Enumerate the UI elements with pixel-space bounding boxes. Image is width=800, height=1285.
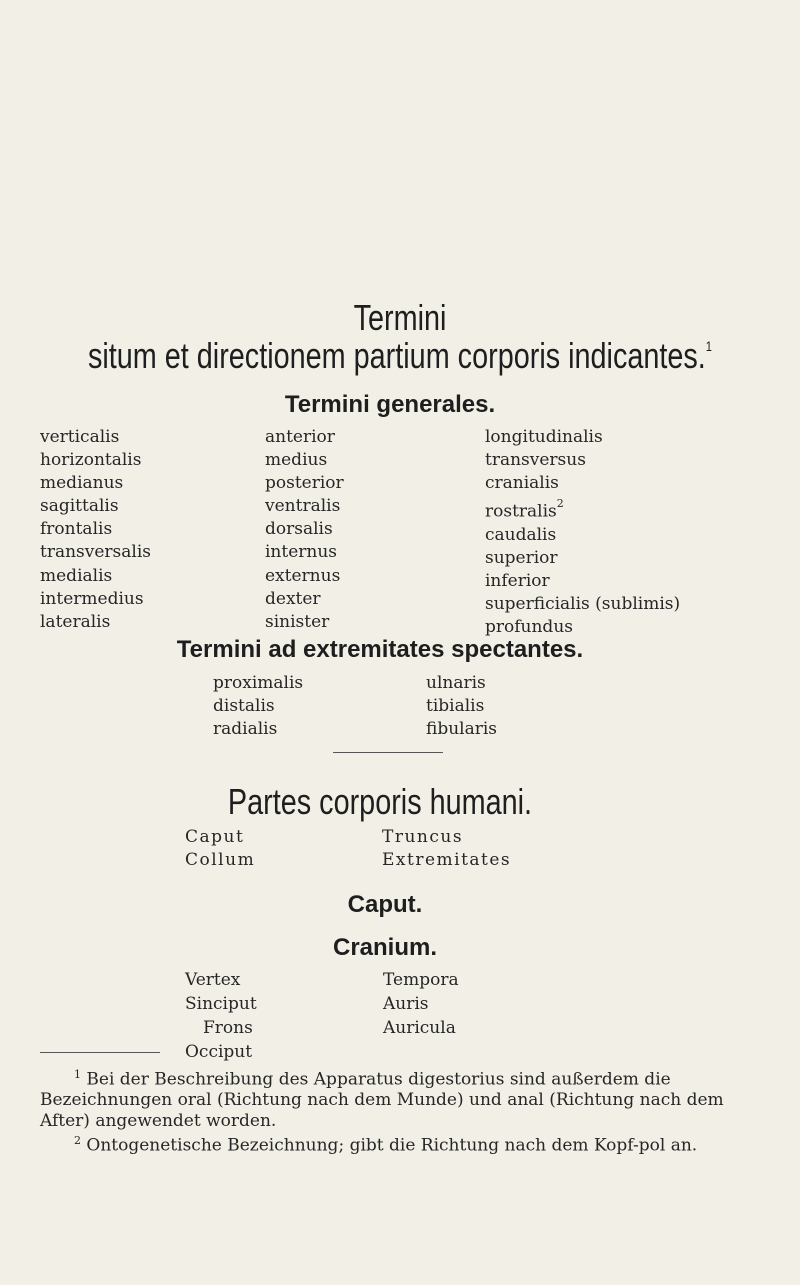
list-item: caudalis [485,525,557,546]
list-item: transversus [485,450,586,471]
list-item: dexter [265,588,321,609]
list-item [485,495,680,524]
list-item: Auris [383,994,429,1014]
list-item: fibularis [426,719,498,740]
footnote-ref-2: 2 [556,497,564,511]
heading-caput: Caput. [347,891,423,918]
list-item: Auricula [383,1018,456,1038]
footnote-2-number: 2 [74,1134,81,1148]
list-item: Vertex [185,970,241,990]
footnote-1-number: 1 [74,1068,81,1081]
list-item: proximalis [213,673,304,693]
list-item: medianus [40,473,124,494]
list-item: lateralis [40,611,111,632]
list-item: Sinciput [185,994,257,1014]
list-item: anterior [265,427,335,447]
generales-column-3 [485,426,680,640]
list-item: medialis [40,565,113,586]
list-item: tibialis [426,696,485,717]
list-item: Truncus [382,827,464,847]
footnote-2-text: Ontogenetische Bezeichnung; gibt die Richtung nach dem Kopf-pol an. [86,1135,698,1156]
list-item: transversalis [40,542,152,563]
extremitates-column-2 [426,672,497,741]
footnotes [40,1065,760,1156]
divider [333,752,443,753]
list-item: posterior [265,473,344,494]
heading-termini-extremitates: Termini ad extremitates spectantes. [176,636,584,663]
footnote-ref-1: 1 [705,338,713,354]
footnote-divider [40,1052,160,1053]
list-item: externus [265,565,341,586]
heading-cranium: Cranium. [332,934,437,961]
list-item-text: rostralis [485,501,557,522]
list-item: Tempora [383,970,459,990]
caput-column-2 [383,968,459,1040]
footnote-1 [40,1065,760,1131]
partes-column-1 [185,826,255,872]
list-item: inferior [485,571,550,592]
heading-partes-corporis: Partes corporis humani. [227,781,533,822]
list-item: ventralis [265,496,341,517]
footnote-2 [40,1131,760,1156]
generales-column-2 [265,426,344,634]
list-item: dorsalis [265,519,333,540]
list-item: distalis [213,696,275,717]
extremitates-column-1 [213,672,303,741]
list-item: medius [265,450,328,471]
list-item: Extremitates [382,850,512,871]
list-item: cranialis [485,473,559,494]
heading-termini-generales: Termini generales. [284,391,496,418]
list-item: profundus [485,617,573,638]
generales-column-1 [40,426,151,634]
list-item: superficialis (sublimis) [485,594,681,615]
list-item: intermedius [40,588,144,609]
list-item: Frons [203,1018,253,1038]
list-item: sagittalis [40,496,119,517]
list-item: frontalis [40,519,113,540]
list-item: radialis [213,719,278,740]
caput-column-1 [185,968,257,1064]
list-item: superior [485,548,558,569]
partes-column-2 [382,826,511,872]
subtitle-text: situm et directionem partium corporis indicantes. [87,335,706,376]
list-item: sinister [265,611,330,632]
list-item: verticalis [40,427,120,447]
list-item: Collum [185,850,256,871]
list-item: Caput [185,827,245,847]
list-item: horizontalis [40,450,142,471]
footnote-1-text: Bei der Beschreibung des Apparatus digestorius sind außerdem die Bezeichnungen oral (Richtung nach dem Munde) und anal (Richtung nach dem After) angewendet worden. [40,1069,724,1131]
page-subtitle [80,335,720,377]
page-title: Termini [353,297,447,338]
list-item: longitudinalis [485,427,603,447]
list-item: ulnaris [426,673,486,693]
list-item: internus [265,542,338,563]
list-item: Occiput [185,1042,253,1062]
